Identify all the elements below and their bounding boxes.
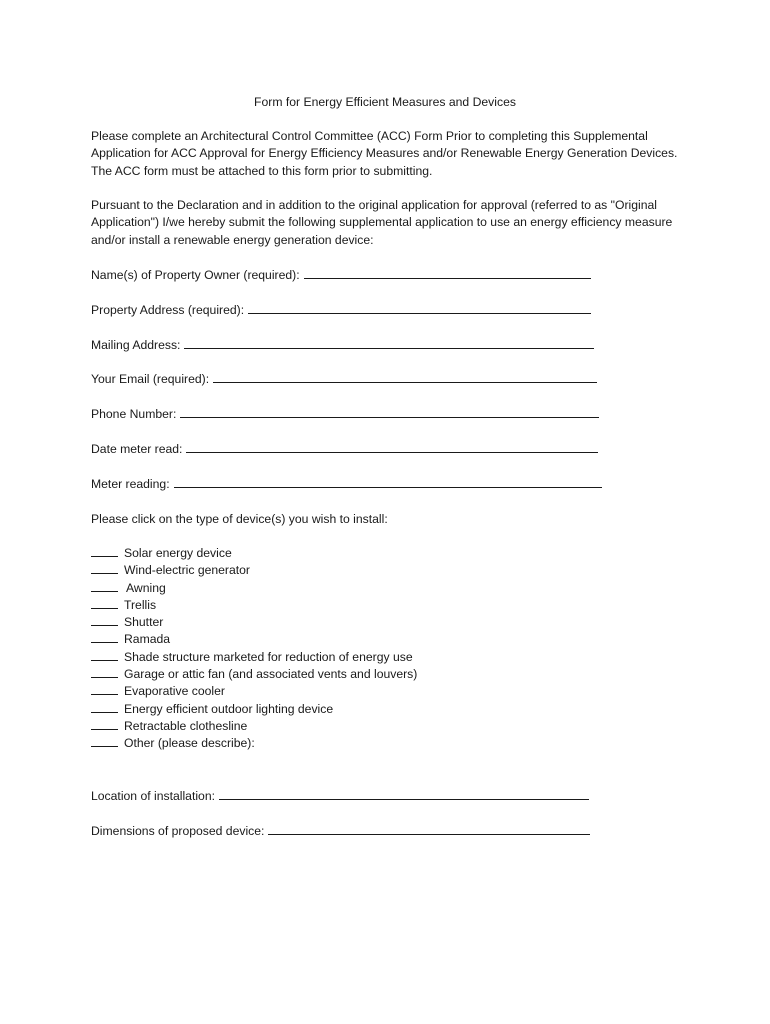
device-option[interactable] [91,666,417,683]
dimensions-field[interactable] [91,823,590,840]
device-label: Shade structure marketed for reduction of energy use [124,649,413,664]
dimensions-blank[interactable] [268,823,590,835]
date-meter-read-field[interactable] [91,441,598,458]
device-option[interactable] [91,649,417,666]
date-meter-read-label: Date meter read: [91,442,183,456]
device-label: Other (please describe): [124,736,255,751]
property-owner-blank[interactable] [304,267,591,279]
device-option[interactable] [91,735,417,752]
pursuant-paragraph: Pursuant to the Declaration and in addition to the original application for approval (referred to as "Original Application") I/we hereby submit the following supplemental application to use an energy efficiency measure and/or install a renewable energy generation device: [91,198,673,247]
location-blank[interactable] [219,788,589,800]
phone-blank[interactable] [180,406,599,418]
device-option[interactable] [91,631,417,648]
device-checkbox-blank[interactable] [91,546,118,557]
device-option[interactable] [91,718,417,735]
location-label: Location of installation: [91,789,215,803]
location-field[interactable] [91,788,589,805]
device-checkbox-blank[interactable] [91,667,118,678]
intro-paragraph: Please complete an Architectural Control Committee (ACC) Form Prior to completing this Supplemental Application for ACC Approval for Energy Efficiency Measures and/or Renewable Energy Generation Devices. The ACC form must be attached to this form prior to submitting. [91,129,678,178]
mailing-address-blank[interactable] [184,337,594,349]
meter-reading-blank[interactable] [174,476,602,488]
device-label: Trellis [124,597,157,612]
device-label: Garage or attic fan (and associated vents and louvers) [124,667,418,682]
device-option[interactable] [91,545,417,562]
device-checkbox-blank[interactable] [91,684,118,695]
device-label: Wind-electric generator [124,563,250,578]
device-checkbox-blank[interactable] [91,563,118,574]
property-address-field[interactable] [91,302,591,319]
device-checkbox-blank[interactable] [91,632,118,643]
phone-field[interactable] [91,406,599,423]
device-option[interactable] [91,597,417,614]
property-owner-label: Name(s) of Property Owner (required): [91,268,300,282]
device-checkbox-blank[interactable] [91,736,118,747]
device-label: Retractable clothesline [124,718,248,733]
device-option[interactable] [91,683,417,700]
meter-reading-label: Meter reading: [91,477,170,491]
email-field[interactable] [91,371,597,388]
device-checkbox-blank[interactable] [91,719,118,730]
device-label: Evaporative cooler [124,684,225,699]
property-owner-field[interactable] [91,267,591,284]
device-label: Shutter [124,615,164,630]
device-label: Solar energy device [124,546,232,560]
phone-label: Phone Number: [91,407,177,421]
property-address-label: Property Address (required): [91,303,245,317]
dimensions-label: Dimensions of proposed device: [91,824,265,838]
form-title: Form for Energy Efficient Measures and Devices [254,95,516,109]
email-label: Your Email (required): [91,372,210,386]
meter-reading-field[interactable] [91,476,602,493]
device-checkbox-blank[interactable] [91,615,118,626]
device-checkbox-blank[interactable] [91,598,118,609]
device-option[interactable] [91,701,417,718]
email-blank[interactable] [213,371,597,383]
mailing-address-field[interactable] [91,337,594,354]
property-address-blank[interactable] [248,302,591,314]
device-checkbox-blank[interactable] [91,581,118,592]
device-option[interactable] [91,580,417,597]
device-label: Energy efficient outdoor lighting device [124,701,334,716]
date-meter-read-blank[interactable] [186,441,598,453]
device-option[interactable] [91,562,417,579]
mailing-address-label: Mailing Address: [91,338,181,352]
device-option[interactable] [91,614,417,631]
devices-prompt: Please click on the type of device(s) you wish to install: [91,512,388,526]
device-list [91,545,417,753]
device-checkbox-blank[interactable] [91,702,118,713]
device-checkbox-blank[interactable] [91,650,118,661]
device-label: Awning [126,580,166,595]
device-label: Ramada [124,632,171,647]
